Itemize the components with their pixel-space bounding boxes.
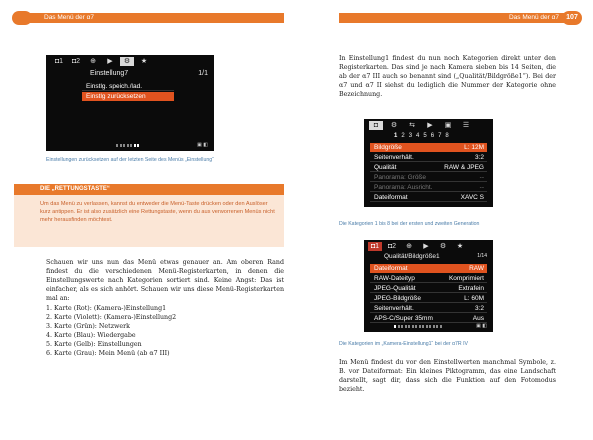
menu-tab-bar <box>364 119 493 131</box>
list-item: 1. Karte (Rot): (Kamera-)Einstellung1 <box>46 305 167 312</box>
tab-list <box>46 304 284 359</box>
camera1-tab-icon: ◘1 <box>368 242 382 251</box>
menu-title: Qualität/Bildgröße1 1/14 <box>384 253 487 260</box>
menu-row-selected: Bildgröße L: 12M <box>370 143 487 152</box>
menu-row: JPEG-Bildgröße L: 60M <box>370 294 487 303</box>
page-indicator <box>394 325 442 328</box>
wireless-tab-icon: ⇆ <box>409 121 415 129</box>
camera-menu-screen-a7riv <box>364 240 493 332</box>
running-header-left: Das Menü der α7 <box>14 13 284 23</box>
camera-menu-screen-settings <box>46 55 214 151</box>
menu-row: RAW-Dateityp Komprimiert <box>370 274 487 283</box>
camera1-tab-icon: ◘1 <box>54 57 64 65</box>
body-paragraph-left: Schauen wir uns nun das Menü etwas genauer an. Am oberen Rand findest du die verschiedenen Menü-Registerkarten, in denen die Einstellungswerte nach Kategorien sortiert sind. Keine Angst: Das ist einfacher, als es sich anhört. Schauen wir uns diese Menü-Registerkarten mal an: <box>46 259 284 303</box>
menu-row: Seitenverhält. 3:2 <box>370 153 487 162</box>
body-paragraph-right-2: Im Menü findest du vor den Einstellwerten manchmal Symbole, z. B. vor Dateiformat: Ein kleines Piktogramm, das eine Landschaft darstellt, sagt dir, dass sich die Funktion auf den Fotomodus bezieht. <box>339 359 556 394</box>
menu-row: Qualität RAW & JPEG <box>370 163 487 172</box>
menu-row: JPEG-Qualität Extrafein <box>370 284 487 293</box>
category-numbers: 1 2 3 4 5 6 7 8 <box>394 133 449 139</box>
my-menu-tab-icon: ★ <box>456 242 464 250</box>
playback-tab-icon: ▶ <box>107 57 113 65</box>
menu-row-disabled: Panorama: Größe -- <box>370 173 487 182</box>
figure-caption-3: Die Kategorien im „Kamera-Einstellung1“ bei der α7R IV <box>339 341 468 347</box>
menu-row-selected: Einstlg zurücksetzen <box>82 92 174 101</box>
list-item: 3. Karte (Grün): Netzwerk <box>46 323 130 331</box>
body-paragraph-right-1: In Einstellung1 findest du nun noch Kategorien direkt unter den Registerkarten. Das sind je nach Kamera sieben bis 14 Seiten, die ab der α7 III auch so benannt sind („Qualität/Bildgröße1“). Bei der α7 und α7 II siehst du lediglich die Nummer der Kategorie ohne Bezeichnung. <box>339 55 556 99</box>
settings-tab-icon: ⚙ <box>390 121 398 129</box>
menu-back-icon: ▣ ◧ <box>197 142 208 148</box>
network-tab-icon: ⊕ <box>90 57 96 65</box>
menu-row: Dateiformat XAVC S <box>370 193 487 202</box>
menu-tab-bar <box>46 55 214 67</box>
network-tab-icon: ⊕ <box>406 242 412 250</box>
menu-row-disabled: Panorama: Ausricht. -- <box>370 183 487 192</box>
camera2-tab-icon: ◘2 <box>71 57 81 65</box>
infobox-text: Um das Menü zu verlassen, kannst du entweder die Menü-Taste drücken oder den Auslöser kurz antippen. Er ist also zusätzlich eine Rettungstaste, wenn du aus verworrenen Menüs nicht mehr herausfinden möchtest. <box>14 195 284 247</box>
menu-back-icon: ▣ ◧ <box>476 323 487 329</box>
figure-caption-1: Einstellungen zurücksetzen auf der letzten Seite des Menüs „Einstellung“ <box>46 157 214 163</box>
page-indicator <box>116 144 139 147</box>
list-item: 5. Karte (Gelb): Einstellungen <box>46 341 142 349</box>
menu-row: Einstlg. speich./lad. <box>82 82 174 91</box>
page-number-right: 107 <box>562 11 582 25</box>
setup-tab-icon: ⚙ <box>439 242 447 250</box>
menu-row: APS-C/Super 35mm Aus <box>370 314 487 323</box>
playback-tab-icon: ▶ <box>427 121 433 129</box>
camera-menu-screen-gen1 <box>364 119 493 207</box>
playback-tab-icon: ▶ <box>423 242 429 250</box>
menu-title: Einstellung7 1/1 <box>90 70 208 77</box>
my-menu-tab-icon: ★ <box>140 57 148 65</box>
setup-tab-icon: ⚙ <box>120 57 134 66</box>
figure-caption-2: Die Kategorien 1 bis 8 bei der ersten und zweiten Generation <box>339 221 480 227</box>
list-item: 4. Karte (Blau): Wiedergabe <box>46 332 136 340</box>
list-item: 2. Karte (Violett): (Kamera-)Einstellung2 <box>46 314 177 322</box>
running-header-right: Das Menü der α7 <box>339 13 579 23</box>
camera2-tab-icon: ◘2 <box>387 242 397 250</box>
toolbox-tab-icon: ☰ <box>462 121 470 129</box>
menu-tab-bar <box>364 240 493 252</box>
infobox-heading: DIE „RETTUNGSTASTE“ <box>14 184 284 195</box>
camera-tab-icon: ◘ <box>369 121 383 130</box>
app-tab-icon: ▣ <box>444 121 452 129</box>
menu-row-selected: Dateiformat RAW <box>370 264 487 273</box>
menu-row: Seitenverhält. 3:2 <box>370 304 487 313</box>
list-item: 6. Karte (Grau): Mein Menü (ab α7 III) <box>46 350 170 358</box>
